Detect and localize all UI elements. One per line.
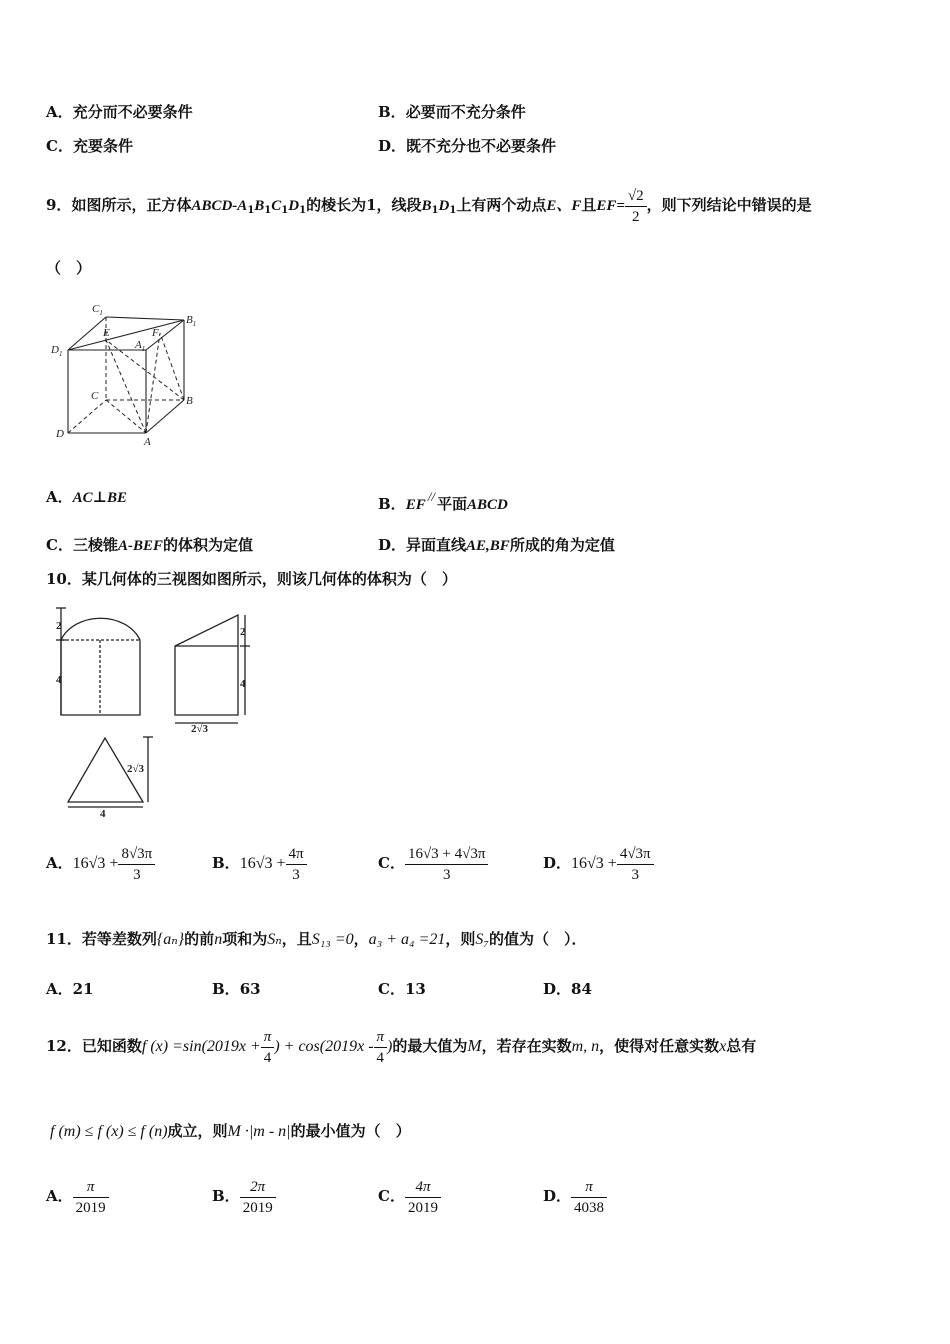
q11-option-d bbox=[543, 979, 592, 999]
a3-a4-eq: a₃ + a₄ =21 bbox=[368, 931, 446, 948]
option-label: C． bbox=[378, 1187, 405, 1205]
q9-option-a bbox=[46, 487, 127, 508]
question-number: 9． bbox=[46, 196, 72, 214]
var-n: n bbox=[214, 931, 223, 948]
edge-c1b1 bbox=[106, 317, 184, 320]
fraction-denominator: 3 bbox=[442, 866, 451, 883]
edge-ab bbox=[146, 400, 184, 433]
function-part: ) bbox=[387, 1038, 393, 1055]
q12-option-b bbox=[212, 1173, 276, 1219]
option-label: D． bbox=[378, 536, 407, 554]
label-c: C bbox=[91, 390, 99, 402]
option-fraction bbox=[571, 1177, 607, 1218]
fraction-numerator: 16√3 + 4√3π bbox=[405, 844, 489, 865]
q10-option-b bbox=[212, 840, 307, 887]
label-two-right: 2 bbox=[240, 626, 246, 638]
ef-fraction bbox=[625, 186, 647, 227]
pi-over-4 bbox=[261, 1027, 275, 1068]
q11-option-a bbox=[46, 979, 94, 999]
stem-text: 成立，则 bbox=[167, 1122, 228, 1140]
fraction-numerator: π bbox=[261, 1027, 275, 1048]
fraction-denominator: 4 bbox=[376, 1049, 385, 1066]
ef-numerator: √2 bbox=[625, 186, 647, 207]
q10-option-c bbox=[378, 840, 488, 886]
cube-name: ABCD-A bbox=[191, 198, 248, 214]
option-fraction bbox=[405, 1177, 441, 1218]
label-four-base: 4 bbox=[100, 808, 106, 818]
fraction-denominator: 4038 bbox=[574, 1199, 605, 1216]
question-number: 11． bbox=[46, 930, 82, 948]
label-four: 4 bbox=[56, 674, 62, 686]
fraction-numerator: 2π bbox=[240, 1177, 276, 1198]
segment-bf bbox=[160, 333, 184, 400]
option-label: D． bbox=[543, 980, 572, 998]
option-label: C． bbox=[378, 854, 405, 872]
option-value: 63 bbox=[239, 980, 261, 998]
function-part: f (x) =sin(2019x + bbox=[141, 1038, 261, 1055]
label-a: A bbox=[144, 436, 151, 448]
stem-text: 总有 bbox=[726, 1037, 757, 1055]
option-math: A-BEF bbox=[117, 538, 163, 554]
stem-text: ，则下列结论中错误的是 bbox=[646, 196, 812, 214]
var-x: x bbox=[719, 1038, 727, 1055]
stem-text: ，且 bbox=[281, 930, 312, 948]
q11-option-b bbox=[212, 979, 261, 999]
stem-text: 某几何体的三视图如图所示，则该几何体的体积为（ ） bbox=[81, 570, 457, 588]
label-two-sqrt3: 2√3 bbox=[191, 723, 209, 735]
stem-text: 的最小值为（ ） bbox=[290, 1122, 411, 1140]
option-prefix: 16√3 + bbox=[72, 855, 119, 872]
option-text: 平面 bbox=[436, 495, 467, 513]
option-fraction bbox=[617, 844, 654, 885]
q9-stem: 9．如图所示，正方体ABCD-$A_1B_1C_1D_1$的棱长为1，线段$B_1D_1$上有两个动点E、F且EF= $\frac{√2}{2}$ ，则下列结论中错误的是 bbox=[46, 187, 812, 225]
option-label: B． bbox=[378, 495, 406, 513]
q10-stem bbox=[46, 569, 457, 589]
function-part: ) + cos(2019x - bbox=[274, 1038, 374, 1055]
option-prefix: 16√3 + bbox=[239, 855, 286, 872]
option-math: ABCD bbox=[466, 497, 508, 513]
sum-s7: S₇ bbox=[475, 931, 489, 948]
option-fraction bbox=[286, 844, 307, 885]
q12-option-d bbox=[543, 1173, 607, 1219]
fraction-denominator: 2019 bbox=[407, 1199, 438, 1216]
option-label: A． bbox=[46, 103, 73, 121]
q10-option-a bbox=[46, 840, 155, 887]
option-prefix: 16√3 + bbox=[571, 855, 617, 872]
inequality: f (m) ≤ f (x) ≤ f (n) bbox=[50, 1123, 168, 1140]
stem-text: 上有两个动点 bbox=[456, 196, 547, 214]
option-value: 21 bbox=[72, 980, 94, 998]
fraction-denominator: 2019 bbox=[242, 1199, 273, 1216]
stem-text: 若等差数列 bbox=[81, 930, 157, 948]
q8-option-d bbox=[378, 136, 556, 156]
sum-sn: Sₙ bbox=[267, 931, 282, 948]
var-mn: m, n bbox=[571, 1038, 600, 1055]
label-b1: $B_1$ bbox=[186, 314, 197, 328]
s13-eq: S₁₃ =0 bbox=[311, 931, 354, 948]
q11-stem bbox=[46, 929, 586, 950]
label-two: 2 bbox=[56, 620, 62, 632]
option-fraction bbox=[240, 1177, 276, 1218]
option-label: B． bbox=[378, 103, 406, 121]
option-text: 的体积为定值 bbox=[162, 536, 253, 554]
option-math: AC⊥BE bbox=[72, 490, 128, 506]
fraction-denominator: 3 bbox=[292, 866, 300, 883]
fraction-numerator: π bbox=[571, 1177, 607, 1198]
label-a1: $A_1$ bbox=[135, 339, 146, 353]
q10-option-d bbox=[543, 840, 654, 887]
fraction-numerator: π bbox=[73, 1177, 109, 1198]
stem-text: 的值为（ ）． bbox=[488, 930, 587, 948]
ef-denominator: 2 bbox=[632, 208, 640, 225]
option-label: A． bbox=[46, 980, 73, 998]
three-view-figure bbox=[48, 603, 258, 818]
label-d1: $D_1$ bbox=[51, 344, 63, 358]
fraction-denominator: 2019 bbox=[75, 1199, 106, 1216]
option-text: 必要而不充分条件 bbox=[405, 103, 526, 121]
label-two-sqrt3-top: 2√3 bbox=[127, 763, 145, 775]
fraction-numerator: 4π bbox=[405, 1177, 441, 1198]
q8-option-a bbox=[46, 102, 193, 122]
q11-option-c bbox=[378, 979, 426, 999]
stem-text: ， bbox=[353, 930, 369, 948]
stem-text: 的最大值为 bbox=[392, 1037, 468, 1055]
option-text: 三棱锥 bbox=[72, 536, 118, 554]
stem-text: 项和为 bbox=[222, 930, 268, 948]
option-text: 既不充分也不必要条件 bbox=[406, 137, 557, 155]
q9-option-c bbox=[46, 535, 253, 556]
fraction-numerator: 4π bbox=[286, 844, 307, 865]
question-number: 10． bbox=[46, 570, 82, 588]
stem-text: 如图所示，正方体 bbox=[71, 196, 192, 214]
q9-paren: （ ） bbox=[46, 259, 92, 277]
label-e: E bbox=[103, 327, 110, 339]
stem-text: 且 bbox=[581, 196, 597, 214]
option-label: D． bbox=[378, 137, 407, 155]
question-number: 12． bbox=[46, 1037, 82, 1055]
option-value: 84 bbox=[571, 980, 592, 998]
label-four-right: 4 bbox=[240, 678, 246, 690]
option-value: 13 bbox=[404, 980, 426, 998]
fraction-numerator: π bbox=[374, 1027, 388, 1048]
pi-over-4 bbox=[374, 1027, 388, 1068]
segment-ae bbox=[106, 340, 146, 433]
option-fraction bbox=[73, 1177, 109, 1218]
option-text: 所成的角为定值 bbox=[509, 536, 615, 554]
option-label: C． bbox=[46, 137, 73, 155]
option-label: A． bbox=[46, 1187, 73, 1205]
stem-text: ，使得对任意实数 bbox=[599, 1037, 720, 1055]
stem-text: ，则 bbox=[445, 930, 476, 948]
option-text: 充分而不必要条件 bbox=[72, 103, 193, 121]
label-d: D bbox=[56, 428, 64, 440]
points: E、F bbox=[546, 198, 582, 214]
q9-option-d bbox=[378, 535, 615, 556]
stem-text: 已知函数 bbox=[81, 1037, 142, 1055]
var-M: M bbox=[467, 1036, 482, 1055]
sequence: {aₙ} bbox=[156, 931, 185, 948]
option-label: C． bbox=[378, 980, 405, 998]
option-fraction bbox=[405, 844, 489, 885]
fraction-numerator: 8√3π bbox=[118, 844, 155, 865]
q8-option-c bbox=[46, 136, 133, 156]
label-c1: $C_1$ bbox=[92, 303, 103, 317]
side-view bbox=[175, 615, 238, 715]
option-math: EF bbox=[405, 497, 426, 513]
option-math: AE,BF bbox=[466, 538, 510, 554]
q12-option-a bbox=[46, 1173, 109, 1219]
stem-text: 的前 bbox=[184, 930, 215, 948]
option-fraction bbox=[118, 844, 155, 885]
parallel-symbol: // bbox=[427, 489, 435, 504]
option-label: D． bbox=[543, 854, 572, 872]
option-label: C． bbox=[46, 536, 73, 554]
expression: M ·|m - n| bbox=[227, 1123, 291, 1140]
stem-text: ，若存在实数 bbox=[481, 1037, 572, 1055]
ef-label: EF= bbox=[596, 198, 625, 214]
q8-option-b bbox=[378, 102, 526, 122]
option-label: B． bbox=[212, 1187, 240, 1205]
option-label: D． bbox=[543, 1187, 572, 1205]
fraction-denominator: 3 bbox=[133, 866, 141, 883]
q12-option-c bbox=[378, 1173, 441, 1219]
stem-text: 的棱长为1，线段 bbox=[306, 196, 422, 214]
q9-option-b bbox=[378, 487, 508, 515]
label-f: F bbox=[152, 327, 159, 339]
edge-dc bbox=[68, 400, 106, 433]
option-label: A． bbox=[46, 488, 73, 506]
option-text: 充要条件 bbox=[72, 137, 133, 155]
diag-ca bbox=[106, 400, 146, 433]
q12-stem-line1 bbox=[46, 1023, 756, 1070]
cube-figure bbox=[48, 300, 208, 450]
label-b: B bbox=[186, 395, 193, 407]
q12-stem-line2 bbox=[50, 1121, 411, 1142]
fraction-denominator: 3 bbox=[631, 866, 639, 883]
option-label: B． bbox=[212, 980, 240, 998]
fraction-numerator: 4√3π bbox=[617, 844, 654, 865]
fraction-denominator: 4 bbox=[263, 1049, 272, 1066]
option-label: B． bbox=[212, 854, 240, 872]
option-label: A． bbox=[46, 854, 73, 872]
option-text: 异面直线 bbox=[406, 536, 467, 554]
